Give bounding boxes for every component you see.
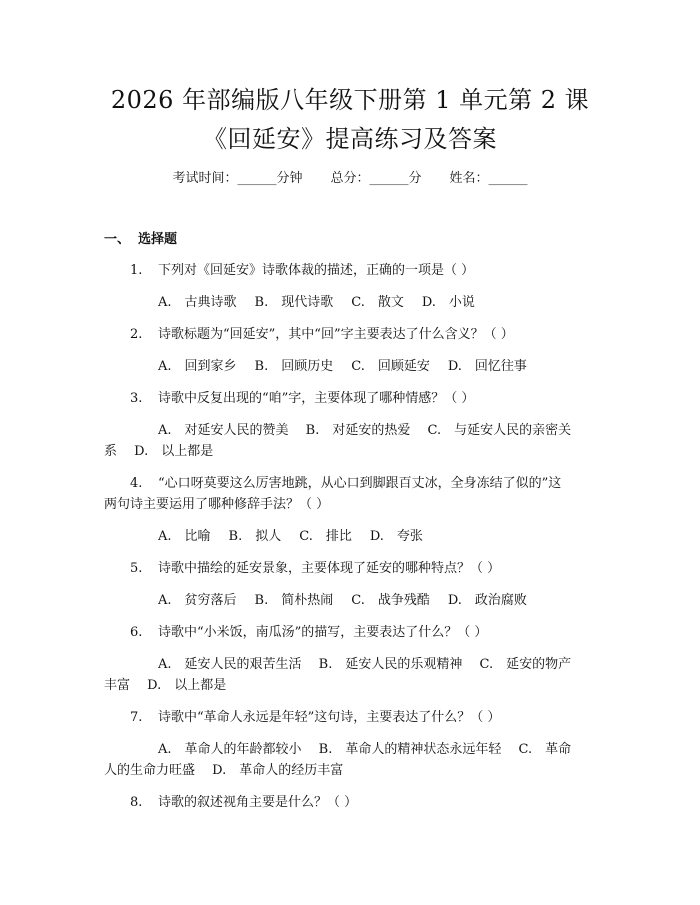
question-text: 诗歌中反复出现的“咱”字，主要体现了哪种情感？（ ） <box>158 391 475 406</box>
question-number: 3. <box>130 391 143 406</box>
question-number: 5. <box>130 561 143 576</box>
exam-name: 姓名：______ <box>449 171 528 186</box>
question-1 <box>130 262 630 280</box>
question-7-options-line-1: A. 革命人的年龄都较小 B. 革命人的精神状态永远年轻 C. 革命 <box>158 742 572 757</box>
question-6-options-line-1: A. 延安人民的艰苦生活 B. 延安人民的乐观精神 C. 延安的物产 <box>158 657 572 672</box>
question-3-options-line-1: A. 对延安人民的赞美 B. 对延安的热爱 C. 与延安人民的亲密关 <box>158 423 572 438</box>
exam-info <box>0 170 700 188</box>
question-4-options <box>158 528 658 546</box>
option-d: D. 小说 <box>421 295 475 310</box>
section-number: 一、 <box>104 232 131 247</box>
question-text: 诗歌的叙述视角主要是什么？（ ） <box>158 795 358 810</box>
question-7-options-line-2: 人的生命力旺盛 D. 革命人的经历丰富 <box>104 763 344 778</box>
question-4-text-line-2: 两句诗主要运用了哪种修辞手法？（ ） <box>104 497 330 512</box>
question-number: 7. <box>130 710 143 725</box>
question-number: 6. <box>130 625 143 640</box>
option-d: D. 夸张 <box>369 529 423 544</box>
question-text: 诗歌标题为“回延安”，其中“回”字主要表达了什么含义？（ ） <box>158 327 514 342</box>
question-text: 下列对《回延安》诗歌体裁的描述，正确的一项是（ ） <box>158 263 475 278</box>
question-6 <box>130 624 630 642</box>
question-number: 1. <box>130 263 143 278</box>
option-c: C. 散文 <box>351 295 404 310</box>
option-c: C. 排比 <box>299 529 352 544</box>
question-text: 诗歌中描绘的延安景象，主要体现了延安的哪种特点？（ ） <box>158 561 501 576</box>
question-2 <box>130 326 630 344</box>
question-1-options <box>158 294 658 312</box>
question-number: 4. <box>130 476 143 491</box>
question-number: 8. <box>130 795 143 810</box>
exam-score: 总分：______分 <box>330 171 422 186</box>
question-4 <box>130 475 630 493</box>
question-8 <box>130 794 630 812</box>
option-b: B. 简朴热闹 <box>254 593 334 608</box>
question-3 <box>130 390 630 408</box>
question-7 <box>130 709 630 727</box>
option-c: C. 战争残酷 <box>351 593 430 608</box>
question-5-options <box>158 592 658 610</box>
option-a: A. 比喻 <box>158 529 211 544</box>
option-a: A. 回到家乡 <box>158 359 237 374</box>
option-b: B. 现代诗歌 <box>254 295 334 310</box>
question-6-options-line-2: 丰富 D. 以上都是 <box>104 678 227 693</box>
question-5 <box>130 560 630 578</box>
document-title-line-1: 2026 年部编版八年级下册第 1 单元第 2 课 <box>110 86 590 114</box>
document-title-line-2: 《回延安》提高练习及答案 <box>203 125 497 153</box>
question-number: 2. <box>130 327 143 342</box>
option-a: A. 古典诗歌 <box>158 295 237 310</box>
section-heading <box>104 231 177 249</box>
option-c: C. 回顾延安 <box>351 359 430 374</box>
exam-time: 考试时间：______分钟 <box>172 171 303 186</box>
option-d: D. 回忆往事 <box>447 359 527 374</box>
option-a: A. 贫穷落后 <box>158 593 237 608</box>
option-d: D. 政治腐败 <box>447 593 527 608</box>
question-text-line-1: “心口呀莫要这么厉害地跳，从心口到脚跟百丈冰，全身冻结了似的”这 <box>158 476 562 491</box>
question-3-options-line-2: 系 D. 以上都是 <box>104 444 214 459</box>
question-text: 诗歌中“革命人永远是年轻”这句诗，主要表达了什么？（ ） <box>158 710 501 725</box>
option-b: B. 回顾历史 <box>254 359 334 374</box>
question-2-options <box>158 358 658 376</box>
option-b: B. 拟人 <box>228 529 282 544</box>
section-title: 选择题 <box>138 232 178 247</box>
question-text: 诗歌中“小米饭，南瓜汤”的描写，主要表达了什么？（ ） <box>158 625 488 640</box>
